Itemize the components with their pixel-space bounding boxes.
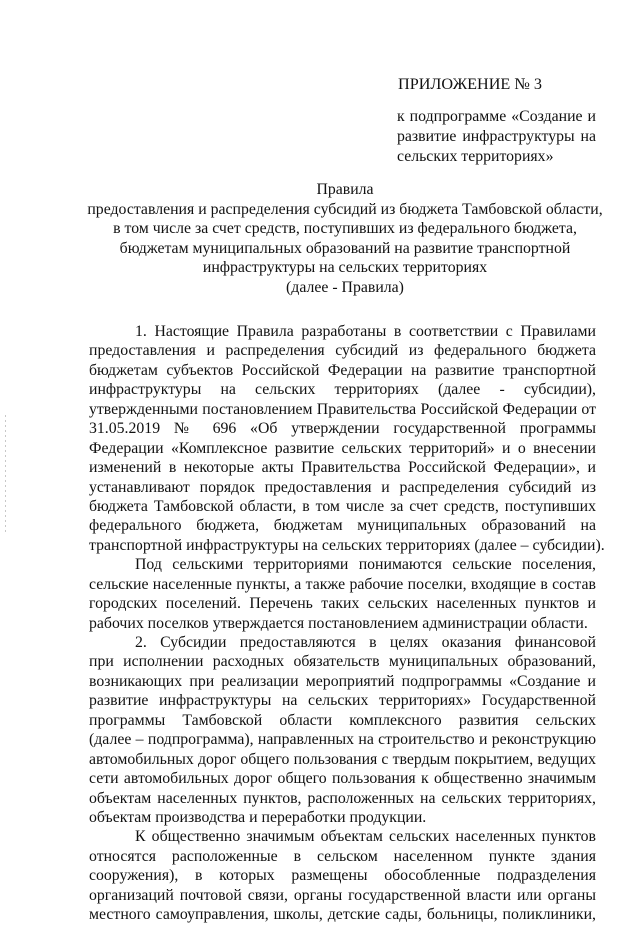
body-line: бюджетам субъектов Российской Федерации на развитие транспортной <box>89 361 596 379</box>
body-line: объектам населенных пунктов, расположенных на сельских территориях, <box>89 789 596 807</box>
heading-line: (далее - Правила) <box>286 278 404 296</box>
body-line: при исполнении расходных обязательств муниципальных образований, <box>89 653 596 671</box>
heading-line: предоставления и распределения субсидий из бюджета Тамбовской области, <box>87 200 603 218</box>
body-line: возникающих при реализации мероприятий подпрограммы «Создание и <box>89 672 596 690</box>
body-line: утвержденными постановлением Правительства Российской Федерации от <box>89 400 596 418</box>
body-line: федерального бюджета, бюджетам муниципальных образований на <box>89 517 596 535</box>
body-line: рабочих поселков утверждается постановлением администрации области. <box>89 614 588 632</box>
body-line: местного самоуправления, школы, детские сады, больницы, поликлиники, <box>89 906 596 924</box>
body-line: сельские населенные пункты, а также рабочие поселки, входящие в состав <box>89 575 596 593</box>
body-line: сооружения), в которых размещены обособленные подразделения <box>89 867 596 885</box>
body-line: Под сельскими территориями понимаются сельские поселения, <box>135 556 596 574</box>
body-line: сети автомобильных дорог общего пользования к общественно значимым <box>89 770 596 788</box>
body-line: Федерации «Комплексное развитие сельских территорий» и о внесении <box>89 439 596 457</box>
body-line: изменений в некоторые акты Правительства Российской Федерации», и <box>89 459 596 477</box>
appendix-title: ПРИЛОЖЕНИЕ № 3 <box>398 75 542 93</box>
body-line: программы Тамбовской области комплексного развития сельских <box>89 711 596 729</box>
heading-line: инфраструктуры на сельских территориях <box>202 259 488 277</box>
body-line: объектам производства и переработки продукции. <box>89 808 427 826</box>
body-line: относятся расположенные в сельском населенном пункте здания <box>89 847 596 865</box>
heading-line: в том числе за счет средств, поступивших из федерального бюджета, <box>113 220 577 238</box>
heading-line: Правила <box>316 181 374 198</box>
body-line: К общественно значимым объектам сельских населенных пунктов <box>135 828 596 846</box>
body-line: устанавливают порядок предоставления и распределения субсидий из <box>89 478 596 496</box>
rules-heading <box>60 180 630 298</box>
body-line: 2. Субсидии предоставляются в целях оказания финансовой <box>135 634 596 651</box>
body-line: предоставления и распределения субсидий из федерального бюджета <box>89 342 596 360</box>
scan-margin-mark <box>5 415 6 535</box>
body-line: развитие инфраструктуры на сельских территориях» Государственной <box>89 692 596 710</box>
appendix-subtitle <box>397 107 596 167</box>
appendix-subtitle-line: к подпрограмме «Создание и <box>397 108 596 125</box>
body-line: транспортной инфраструктуры на сельских территориях (далее – субсидии). <box>89 536 605 554</box>
appendix-subtitle-line: развитие инфраструктуры на <box>397 128 596 145</box>
body-line: инфраструктуры на сельских территориях (далее - субсидии), <box>89 381 596 399</box>
body-line: (далее – подпрограмма), направленных на строительство и реконструкцию <box>89 731 596 749</box>
body-line: 31.05.2019 № 696 «Об утверждении государственной программы <box>89 420 596 438</box>
body-line: городских поселений. Перечень таких сельских населенных пунктов и <box>89 595 596 613</box>
body-line: организаций почтовой связи, органы государственной власти или органы <box>89 886 596 904</box>
body-line: бюджета Тамбовской области, в том числе за счет средств, поступивших <box>89 497 596 515</box>
body-text <box>89 322 605 925</box>
heading-line: бюджетам муниципальных образований на развитие транспортной <box>119 239 571 257</box>
body-line: 1. Настоящие Правила разработаны в соответствии с Правилами <box>135 323 596 340</box>
body-line: автомобильных дорог общего пользования с твердым покрытием, ведущих <box>89 750 596 768</box>
appendix-subtitle-line: сельских территориях» <box>397 148 554 165</box>
